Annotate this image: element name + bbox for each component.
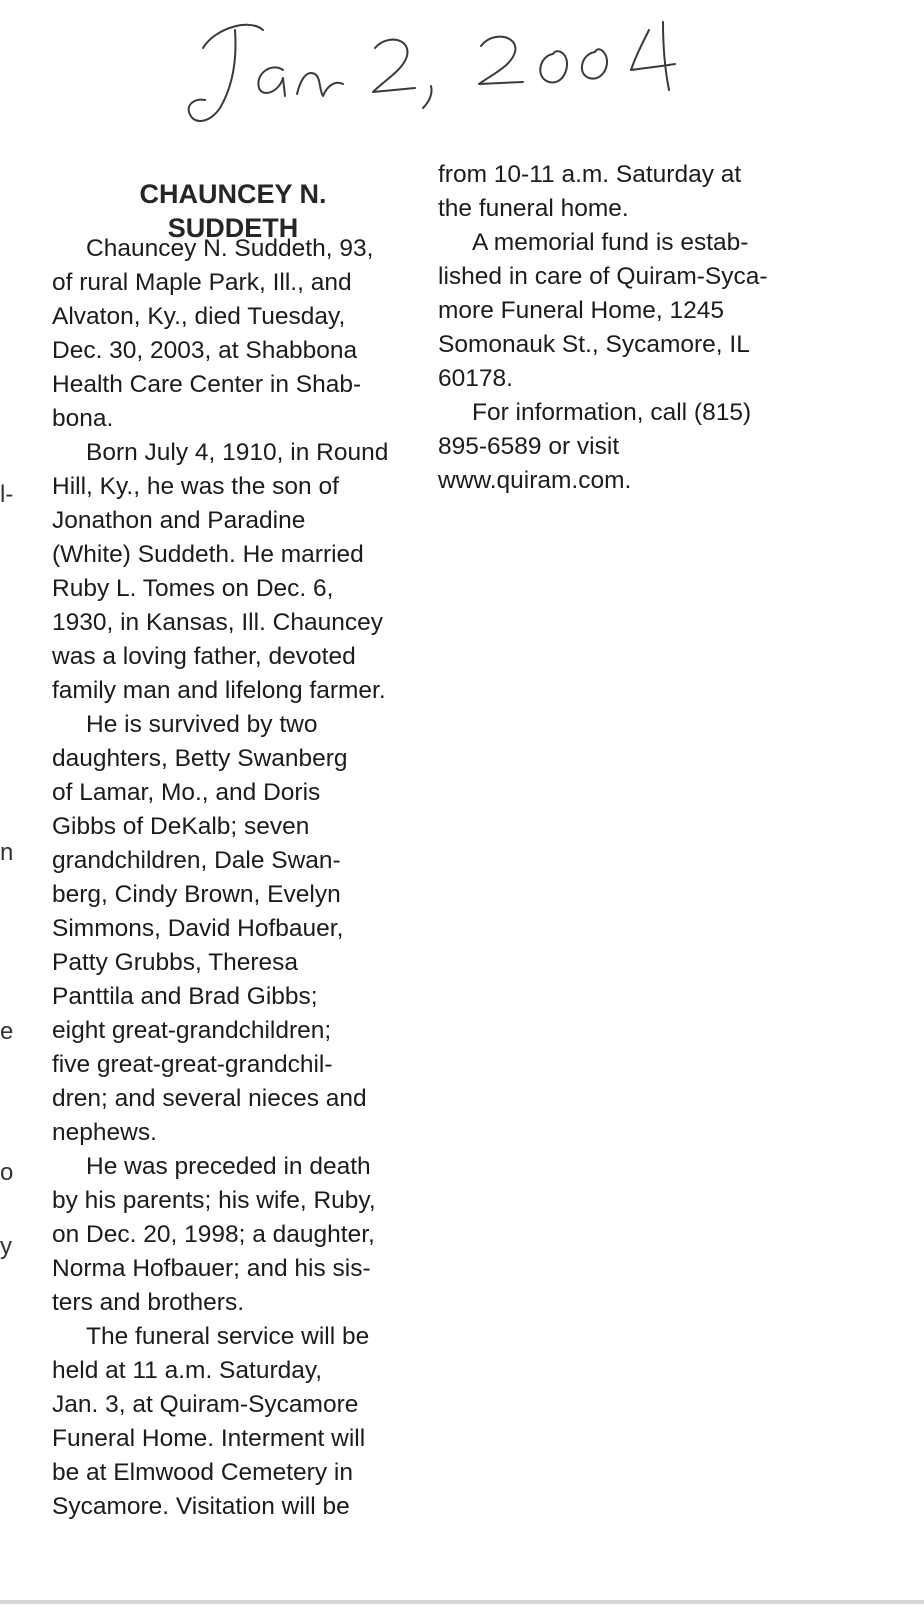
left-column — [52, 232, 414, 1524]
text-line: He was preceded in death — [86, 1153, 371, 1180]
handwritten-date-strokes — [175, 8, 695, 138]
text-line: Health Care Center in Shab- — [52, 371, 362, 398]
text-line: family man and lifelong farmer. — [52, 677, 386, 704]
text-line: the funeral home. — [438, 195, 629, 222]
text-line: daughters, Betty Swanberg — [52, 745, 348, 772]
text-line: Sycamore. Visitation will be — [52, 1493, 350, 1520]
text-line: A memorial fund is estab- — [472, 229, 749, 256]
text-line: Patty Grubbs, Theresa — [52, 949, 299, 976]
text-line: was a loving father, devoted — [52, 643, 356, 670]
text-line: of rural Maple Park, Ill., and — [52, 269, 352, 296]
text-line: ters and brothers. — [52, 1289, 245, 1316]
text-line: lished in care of Quiram-Syca- — [438, 263, 768, 290]
text-line: of Lamar, Mo., and Doris — [52, 779, 321, 806]
text-line: dren; and several nieces and — [52, 1085, 367, 1112]
headline-line-2: SUDDETH — [167, 213, 299, 244]
text-line: Jonathon and Paradine — [52, 507, 306, 534]
text-line: 895-6589 or visit — [438, 433, 620, 460]
text-line: Jan. 3, at Quiram-Sycamore — [52, 1391, 359, 1418]
text-line: He is survived by two — [86, 711, 318, 738]
right-column — [438, 158, 808, 498]
text-line: Hill, Ky., he was the son of — [52, 473, 339, 500]
text-line: The funeral service will be — [86, 1323, 370, 1350]
text-line: Dec. 30, 2003, at Shabbona — [52, 337, 358, 364]
text-line: from 10-11 a.m. Saturday at — [438, 161, 742, 188]
text-line: www.quiram.com. — [438, 467, 632, 494]
text-line: by his parents; his wife, Ruby, — [52, 1187, 376, 1214]
text-line: (White) Suddeth. He married — [52, 541, 364, 568]
text-line: Funeral Home. Interment will — [52, 1425, 366, 1452]
edge-fragment: n — [0, 839, 14, 866]
text-line: eight great-grandchildren; — [52, 1017, 332, 1044]
text-line: berg, Cindy Brown, Evelyn — [52, 881, 341, 908]
text-line: 60178. — [438, 365, 513, 392]
text-line: Ruby L. Tomes on Dec. 6, — [52, 575, 334, 602]
text-line: Simmons, David Hofbauer, — [52, 915, 344, 942]
edge-fragment: l- — [0, 481, 14, 508]
text-line: more Funeral Home, 1245 — [438, 297, 724, 324]
text-line: held at 11 a.m. Saturday, — [52, 1357, 323, 1384]
headline-line-1: CHAUNCEY N. — [139, 179, 327, 210]
text-line: Norma Hofbauer; and his sis- — [52, 1255, 371, 1282]
text-line: grandchildren, Dale Swan- — [52, 847, 341, 874]
text-line: five great-great-grandchil- — [52, 1051, 333, 1078]
text-line: nephews. — [52, 1119, 157, 1146]
text-line: 1930, in Kansas, Ill. Chauncey — [52, 609, 383, 636]
handwritten-date-annotation — [175, 8, 695, 138]
text-line: bona. — [52, 405, 114, 432]
text-line: Somonauk St., Sycamore, IL — [438, 331, 750, 358]
text-line: Chauncey N. Suddeth, 93, — [86, 235, 374, 262]
text-line: Panttila and Brad Gibbs; — [52, 983, 318, 1010]
text-line: Born July 4, 1910, in Round — [86, 439, 389, 466]
scan-bottom-edge — [0, 1600, 924, 1604]
text-line: Alvaton, Ky., died Tuesday, — [52, 303, 346, 330]
text-line: For information, call (815) — [472, 399, 752, 426]
text-line: on Dec. 20, 1998; a daughter, — [52, 1221, 375, 1248]
text-line: Gibbs of DeKalb; seven — [52, 813, 310, 840]
edge-fragment: o — [0, 1159, 14, 1186]
edge-fragment: y — [0, 1233, 12, 1260]
edge-fragment: e — [0, 1018, 14, 1045]
text-line: be at Elmwood Cemetery in — [52, 1459, 353, 1486]
